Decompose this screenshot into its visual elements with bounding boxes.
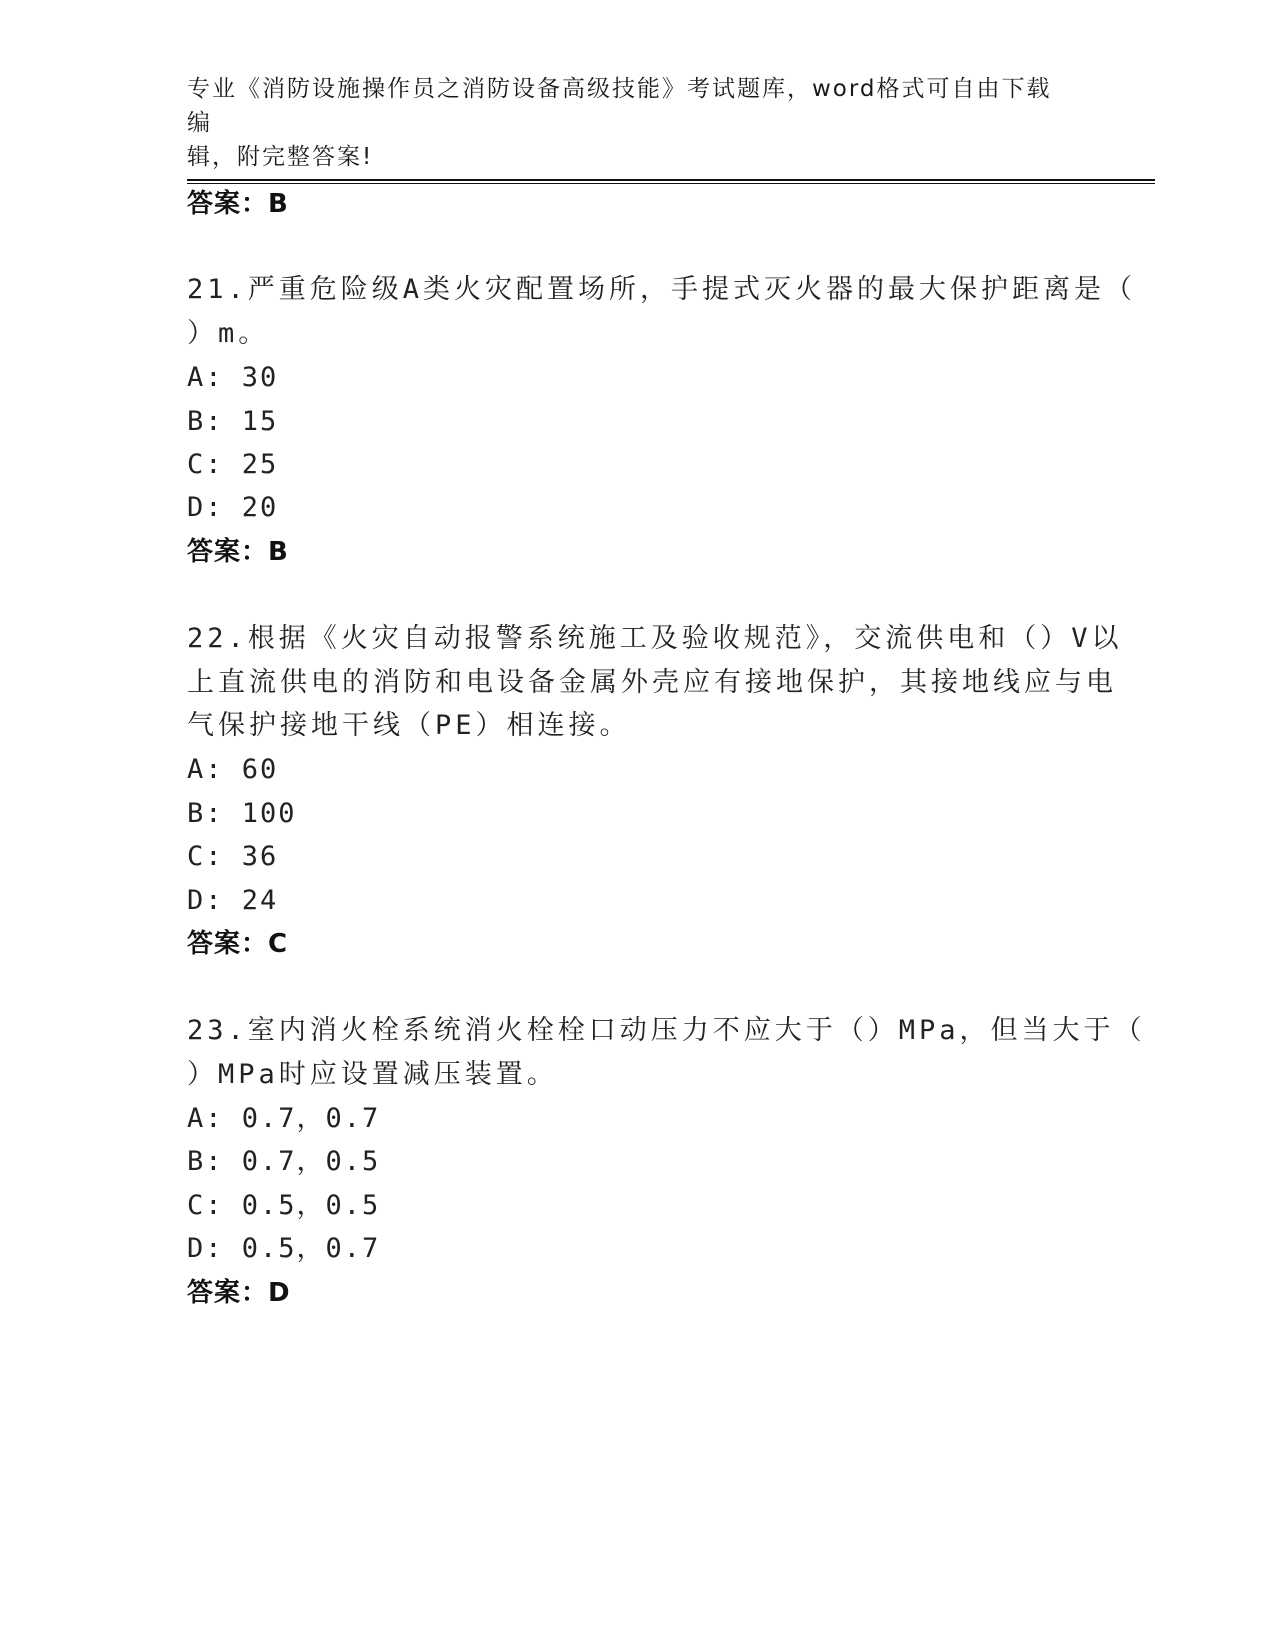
question-text: 22.根据《火灾自动报警系统施工及验收规范》，交流供电和（）V以 <box>187 623 1123 654</box>
document-header <box>187 72 1067 174</box>
header-rule-thick <box>187 179 1155 181</box>
option-d: D: 0.5，0.7 <box>187 1233 381 1264</box>
question-text: ）m。 <box>187 318 270 349</box>
option-b: B: 15 <box>187 406 279 437</box>
question-text: 上直流供电的消防和电设备金属外壳应有接地保护，其接地线应与电 <box>187 667 1117 698</box>
answer-line: 答案：C <box>187 929 289 959</box>
option-a: A: 60 <box>187 754 279 785</box>
question-text: 气保护接地干线（PE）相连接。 <box>187 710 631 741</box>
answer-line: 答案：B <box>187 189 289 219</box>
option-a: A: 0.7，0.7 <box>187 1103 381 1134</box>
question-text: 21.严重危险级A类火灾配置场所，手提式灭火器的最大保护距离是（ <box>187 274 1137 305</box>
option-c: C: 0.5，0.5 <box>187 1190 381 1221</box>
header-line-1: 专业《消防设施操作员之消防设备高级技能》考试题库，word格式可自由下载编 <box>187 76 1052 136</box>
answer-line: 答案：B <box>187 537 289 567</box>
option-b: B: 0.7，0.5 <box>187 1146 381 1177</box>
option-c: C: 25 <box>187 449 279 480</box>
option-a: A: 30 <box>187 362 279 393</box>
question-text: 23.室内消火栓系统消火栓栓口动压力不应大于（）MPa，但当大于（ <box>187 1015 1146 1046</box>
option-d: D: 20 <box>187 492 279 523</box>
header-rule-thin <box>187 183 1155 184</box>
answer-line: 答案：D <box>187 1278 291 1308</box>
option-c: C: 36 <box>187 841 279 872</box>
header-line-2: 辑，附完整答案! <box>187 144 374 170</box>
option-b: B: 100 <box>187 798 297 829</box>
option-d: D: 24 <box>187 885 279 916</box>
question-text: ）MPa时应设置减压装置。 <box>187 1059 558 1090</box>
